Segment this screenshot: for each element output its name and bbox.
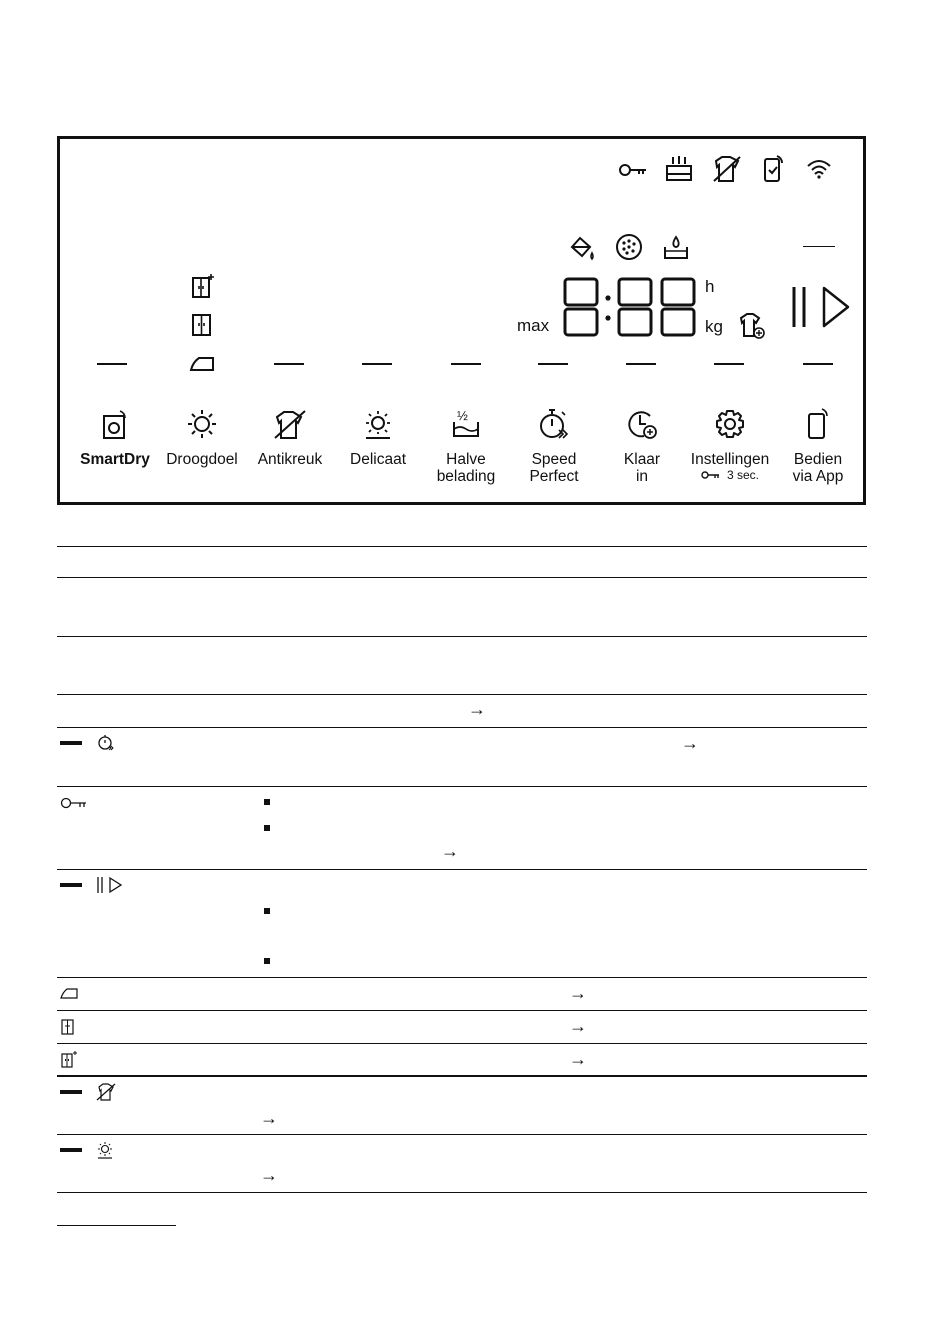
table-rule <box>57 727 867 728</box>
footnote-rule <box>57 1225 176 1226</box>
speed-perfect-button[interactable] <box>509 388 599 485</box>
cupboard-dry-plus-icon <box>191 273 215 299</box>
klaar-in-button[interactable] <box>597 388 687 485</box>
condenser-clean-icon <box>665 154 693 182</box>
instellingen-sub: 3 sec. <box>685 468 775 482</box>
wifi-icon <box>806 158 832 180</box>
heat-exchanger-clean-icon <box>662 233 690 261</box>
hours-unit: h <box>705 277 715 296</box>
droogdoel-button[interactable] <box>157 388 247 468</box>
cupboard-dry-plus-icon <box>60 1050 78 1073</box>
bedien-via-app-button[interactable] <box>773 388 863 485</box>
phone-icon <box>773 388 863 440</box>
sun-icon <box>157 388 247 440</box>
antikreuk-indicator <box>274 363 304 365</box>
arrow-icon: → <box>569 983 587 1003</box>
arrow-icon: → <box>468 699 486 719</box>
table-rule <box>57 1134 867 1135</box>
cupboard-dry-icon <box>60 1018 76 1041</box>
table-rule <box>57 1192 867 1193</box>
key-icon <box>701 470 721 480</box>
speed-perfect-icon <box>97 733 115 756</box>
klaar-in-indicator <box>626 363 656 365</box>
indicator-bar-icon <box>60 741 82 745</box>
arrow-icon: → <box>441 841 459 861</box>
anti-crease-icon <box>96 1083 116 1106</box>
klaar-in-label: Klaar in <box>623 451 661 485</box>
table-rule <box>57 869 867 870</box>
table-rule <box>57 546 867 547</box>
smartdry-icon <box>70 388 160 440</box>
delicaat-indicator <box>362 363 392 365</box>
smartdry-button[interactable] <box>70 388 160 468</box>
arrow-icon: → <box>260 1165 278 1185</box>
fluff-filter-clean-icon <box>615 233 643 261</box>
iron-dry-icon <box>189 354 215 372</box>
antikreuk-button[interactable] <box>245 388 335 468</box>
bedien-via-app-label: Bedien via App <box>792 451 844 485</box>
gear-icon <box>685 388 775 440</box>
instellingen-button[interactable] <box>685 388 775 482</box>
arrow-icon: → <box>260 1108 278 1128</box>
instellingen-label: Instellingen <box>690 451 770 468</box>
droogdoel-label: Droogdoel <box>166 451 238 468</box>
remote-start-phone-icon <box>762 155 784 183</box>
indicator-bar-icon <box>60 883 82 887</box>
svg-text:½: ½ <box>457 408 468 423</box>
arrow-icon: → <box>569 1049 587 1069</box>
start-pause-button[interactable] <box>790 285 852 329</box>
table-rule <box>57 1010 867 1011</box>
antikreuk-label: Antikreuk <box>257 451 323 468</box>
delicaat-label: Delicaat <box>350 451 406 468</box>
bullet <box>264 958 270 964</box>
indicator-bar-icon <box>60 1090 82 1094</box>
delicaat-button[interactable] <box>333 388 423 468</box>
speed-perfect-icon <box>509 388 599 440</box>
table-rule <box>57 1043 867 1044</box>
time-display <box>562 276 700 340</box>
bullet <box>264 908 270 914</box>
instellingen-indicator <box>714 363 744 365</box>
cupboard-dry-icon <box>191 313 213 337</box>
kg-unit: kg <box>705 317 723 336</box>
load-shirt-plus-icon <box>738 312 768 340</box>
water-container-empty-icon <box>568 233 598 263</box>
arrow-icon: → <box>681 733 699 753</box>
child-lock-key-icon <box>60 796 88 815</box>
smartdry-label: SmartDry <box>80 451 150 468</box>
smartdry-indicator <box>97 363 127 365</box>
table-rule <box>57 577 867 578</box>
table-rule <box>57 694 867 695</box>
finish-in-icon <box>597 388 687 440</box>
indicator-line <box>803 246 835 247</box>
bedien-via-app-indicator <box>803 363 833 365</box>
table-rule <box>57 786 867 787</box>
halve-belading-label: Halve belading <box>436 451 496 485</box>
table-rule <box>57 977 867 978</box>
halve-belading-indicator <box>451 363 481 365</box>
iron-dry-icon <box>60 986 78 1005</box>
half-load-icon <box>421 388 511 440</box>
delicate-sun-icon <box>96 1141 114 1164</box>
speed-perfect-label: Speed Perfect <box>529 451 579 485</box>
anti-crease-icon <box>245 388 335 440</box>
table-rule <box>57 1075 867 1077</box>
max-label: max <box>517 316 550 335</box>
table-rule <box>57 636 867 637</box>
speed-perfect-indicator <box>538 363 568 365</box>
halve-belading-button[interactable] <box>421 388 511 485</box>
child-lock-key-icon <box>618 160 648 180</box>
anti-crease-shirt-icon <box>712 155 742 183</box>
bullet <box>264 799 270 805</box>
arrow-icon: → <box>569 1016 587 1036</box>
bullet <box>264 825 270 831</box>
indicator-bar-icon <box>60 1148 82 1152</box>
delicate-sun-icon <box>333 388 423 440</box>
start-pause-icon <box>96 876 124 899</box>
